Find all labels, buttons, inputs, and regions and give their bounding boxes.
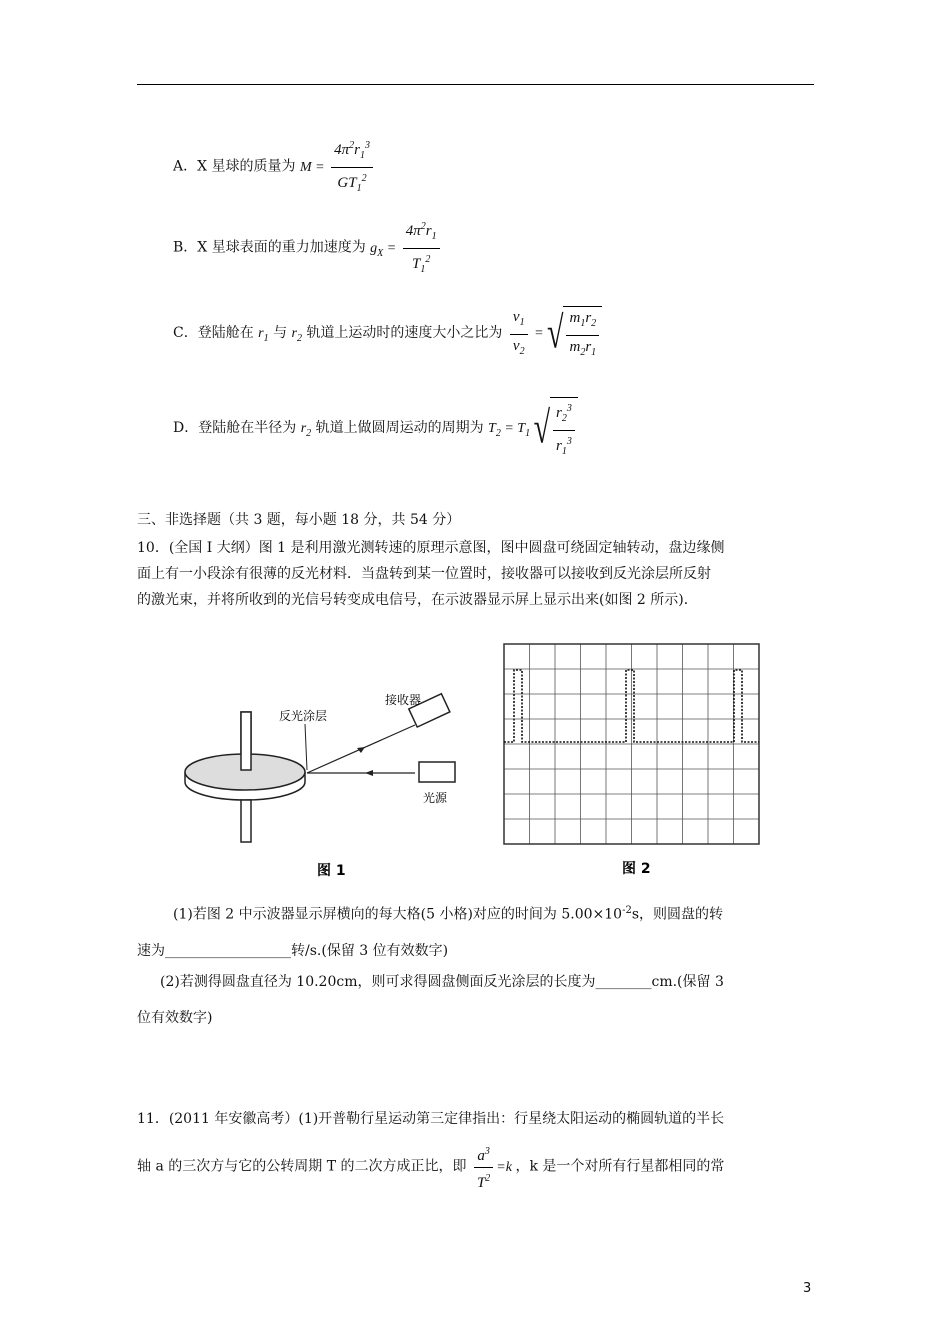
formula-a: M = $\frac{4\pi^2r_1^3}{GT_1^2}$	[300, 160, 376, 175]
formula-d: $T_2 = T_1$ √ $\frac{r_2^3}{r_1^3}$	[488, 421, 578, 436]
option-a: A．X 星球的质量为 M = $\frac{4\pi^2r_1^3}{GT_1^2}$	[173, 137, 376, 198]
page-number: 3	[803, 1281, 812, 1296]
figure-2	[500, 640, 770, 885]
q10-line2: 面上有一小段涂有很薄的反光材料．当盘转到某一位置时，接收器可以接收到反光涂层所反射	[137, 566, 711, 582]
q11-line2: 轴 a 的三次方与它的公转周期 T 的二次方成正比，即 $\frac{a^3}{T^2}$ =k ，k 是一个对所有行星都相同的常	[137, 1143, 724, 1192]
option-d: D．登陆舱在半径为 $r_2$ 轨道上做圆周运动的周期为 $T_2 = T_1$ √ $\frac{r_2^3}{r_1^3}$	[173, 397, 578, 461]
q10-sub2-line1: (2)若测得圆盘直径为 10.20cm，则可求得圆盘侧面反光涂层的长度为________cm.(保留 3	[160, 974, 724, 990]
label-coating: 反光涂层	[279, 709, 328, 723]
formula-c: $\frac{v_1}{v_2}$ = √ $\frac{m_1r_2}{m_2r_1}$	[507, 326, 602, 341]
option-c: C．登陆舱在 $r_1$ 与 $r_2$ 轨道上运动时的速度大小之比为 $\frac{v_1}{v_2}$ = √ $\frac{m_1r_2}{m_2r_1}$	[173, 306, 602, 362]
formula-b: $g_X$ = $\frac{4\pi^2r_1}{T_1^2}$	[370, 241, 442, 256]
option-b: B．X 星球表面的重力加速度为 $g_X$ = $\frac{4\pi^2r_1}{T_1^2}$	[173, 218, 443, 279]
q10-line3: 的激光束，并将所收到的光信号转变成电信号，在示波器显示屏上显示出来(如图 2 所示)．	[137, 592, 698, 608]
q11-line1: 11．(2011 年安徽高考）(1)开普勒行星运动第三定律指出：行星绕太阳运动的椭圆轨道的半长	[137, 1111, 725, 1127]
header-rule	[137, 84, 814, 85]
label-source: 光源	[423, 791, 448, 805]
label-receiver: 接收器	[385, 693, 422, 707]
fig2-caption: 图 2	[622, 861, 651, 877]
section-heading: 三、非选择题（共 3 题，每小题 18 分，共 54 分）	[137, 512, 461, 528]
fig1-caption: 图 1	[317, 863, 346, 879]
q10-sub2-line2: 位有效数字)	[137, 1010, 213, 1026]
figure-1	[175, 660, 475, 890]
q10-sub1-line2: 速为__________________转/s.(保留 3 位有效数字)	[137, 943, 449, 959]
q10-line1: 10．(全国 I 大纲）图 1 是利用激光测转速的原理示意图，图中圆盘可绕固定轴转动，盘边缘侧	[137, 540, 725, 556]
q10-sub1-line1: (1)若图 2 中示波器显示屏横向的每大格(5 小格)对应的时间为 $5.00\times 10^{-2}s$，则圆盘的转	[173, 905, 724, 923]
